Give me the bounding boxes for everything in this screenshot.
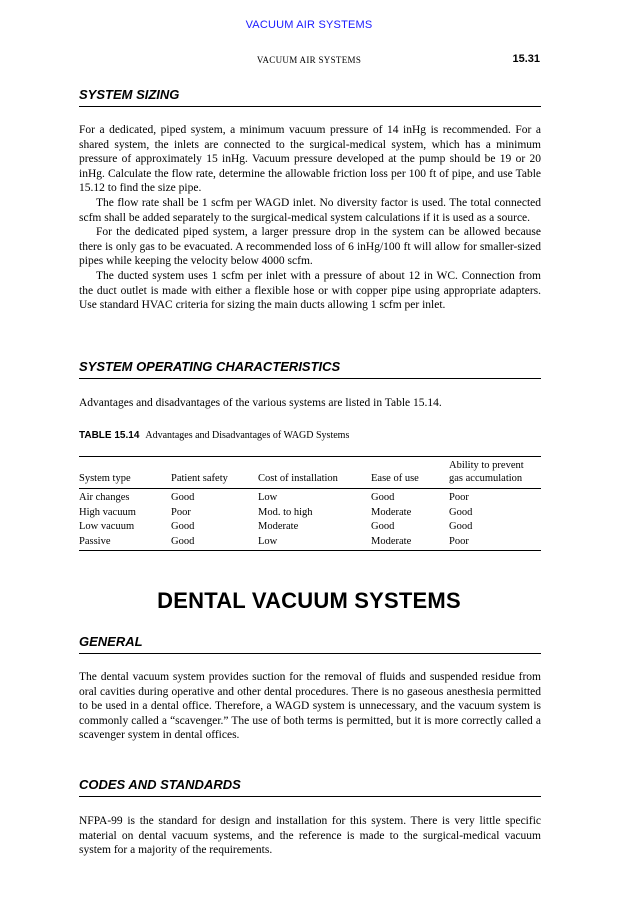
- cell-ability: Good: [449, 521, 473, 532]
- table-row: [79, 520, 541, 535]
- system-sizing-heading: SYSTEM SIZING: [79, 87, 541, 107]
- cell-patient-safety: Good: [171, 492, 195, 503]
- cell-ease: Moderate: [371, 506, 412, 518]
- cell-ease: Moderate: [371, 535, 412, 547]
- table-label: TABLE 15.14: [79, 430, 140, 441]
- table-header-row: [79, 457, 541, 489]
- cell-ability: Poor: [449, 535, 469, 547]
- cell-system-type: Air changes: [79, 492, 130, 503]
- chapter-banner: VACUUM AIR SYSTEMS: [245, 19, 373, 31]
- codes-section: [79, 777, 541, 797]
- header-ease: Ease of use: [371, 457, 449, 489]
- cell-system-type: Low vacuum: [79, 521, 135, 532]
- cell-patient-safety: Poor: [171, 506, 191, 518]
- header-cost: Cost of installation: [258, 457, 371, 489]
- wagd-systems-table: [79, 457, 541, 550]
- header-ability-line1: Ability to prevent: [449, 460, 524, 471]
- cell-ease: Good: [371, 492, 395, 503]
- cell-system-type: High vacuum: [79, 506, 136, 518]
- sizing-paragraph-4: The ducted system uses 1 scfm per inlet with a pressure of about 12 in WC. Connection from the duct outlet is made with either a flexible hose or with copper pipe using appropriate adapters. Use standard HVAC criteria for sizing the main ducts allowing 1 scfm per inlet.: [79, 269, 541, 312]
- general-section: [79, 634, 541, 654]
- page-number: 15.31: [512, 53, 540, 65]
- system-sizing-body: [79, 123, 541, 313]
- operating-paragraph: Advantages and disadvantages of the various systems are listed in Table 15.14.: [79, 397, 442, 409]
- system-sizing-section: [79, 87, 541, 107]
- wagd-table-wrapper: [79, 456, 541, 551]
- codes-body: [79, 814, 541, 858]
- operating-section: [79, 359, 541, 379]
- codes-heading: CODES AND STANDARDS: [79, 777, 541, 797]
- cell-ability: Poor: [449, 492, 469, 503]
- cell-cost: Mod. to high: [258, 506, 313, 518]
- sizing-paragraph-3: For the dedicated piped system, a larger pressure drop in the system can be allowed because there is only gas to be evacuated. A recommended loss of 6 inHg/100 ft will allow for smaller-sized pipes while keeping the velocity below 4000 scfm.: [79, 226, 541, 268]
- header-system-type: System type: [79, 457, 171, 489]
- cell-ability: Good: [449, 506, 473, 518]
- table-row: [79, 489, 541, 506]
- cell-patient-safety: Good: [171, 521, 195, 532]
- operating-heading: SYSTEM OPERATING CHARACTERISTICS: [79, 359, 541, 379]
- general-heading: GENERAL: [79, 634, 541, 654]
- table-row: [79, 535, 541, 551]
- cell-cost: Moderate: [258, 521, 299, 532]
- operating-body: [79, 396, 541, 411]
- codes-paragraph: NFPA-99 is the standard for design and installation for this system. There is very little specific material on dental vacuum systems, and the reference is made to the surgical-medical vacuum system for a majority of the requirements.: [79, 815, 541, 857]
- header-ability: [449, 457, 541, 489]
- cell-system-type: Passive: [79, 535, 111, 547]
- running-head: VACUUM AIR SYSTEMS: [256, 55, 362, 65]
- sizing-paragraph-1: For a dedicated, piped system, a minimum vacuum pressure of 14 inHg is recommended. For a shared system, the inlets are connected to the surgical-medical system, which has a minimum pressure of approximately 15 inHg. Vacuum pressure developed at the pump should be 19 or 20 inHg. Calculate the flow rate, determine the allowable friction loss per 100 ft of pipe, and use Table 15.12 to find the size pipe.: [79, 124, 541, 195]
- table-row: [79, 506, 541, 521]
- cell-patient-safety: Good: [171, 535, 195, 547]
- table-caption-text: Advantages and Disadvantages of WAGD Systems: [145, 430, 350, 441]
- cell-ease: Good: [371, 521, 395, 532]
- table-caption: [79, 430, 541, 441]
- general-paragraph: The dental vacuum system provides suction for the removal of fluids and suspended residue from oral cavities during operative and other dental procedures. There is no gaseous anesthesia permitted to be used in a dental office. Therefore, a WAGD system is unnecessary, and the vacuum system is commonly called a “scavenger.” The use of both terms is permitted, but it is more correctly called a scavenger system in dental offices.: [79, 671, 541, 742]
- cell-cost: Low: [258, 535, 278, 547]
- header-ability-line2: gas accumulation: [449, 473, 523, 484]
- dental-vacuum-title: DENTAL VACUUM SYSTEMS: [157, 588, 461, 613]
- cell-cost: Low: [258, 492, 278, 503]
- header-patient-safety: Patient safety: [171, 457, 258, 489]
- sizing-paragraph-2: The flow rate shall be 1 scfm per WAGD inlet. No diversity factor is used. The total connected scfm shall be added separately to the surgical-medical system calculations if it is used as a source.: [79, 196, 541, 224]
- general-body: [79, 670, 541, 743]
